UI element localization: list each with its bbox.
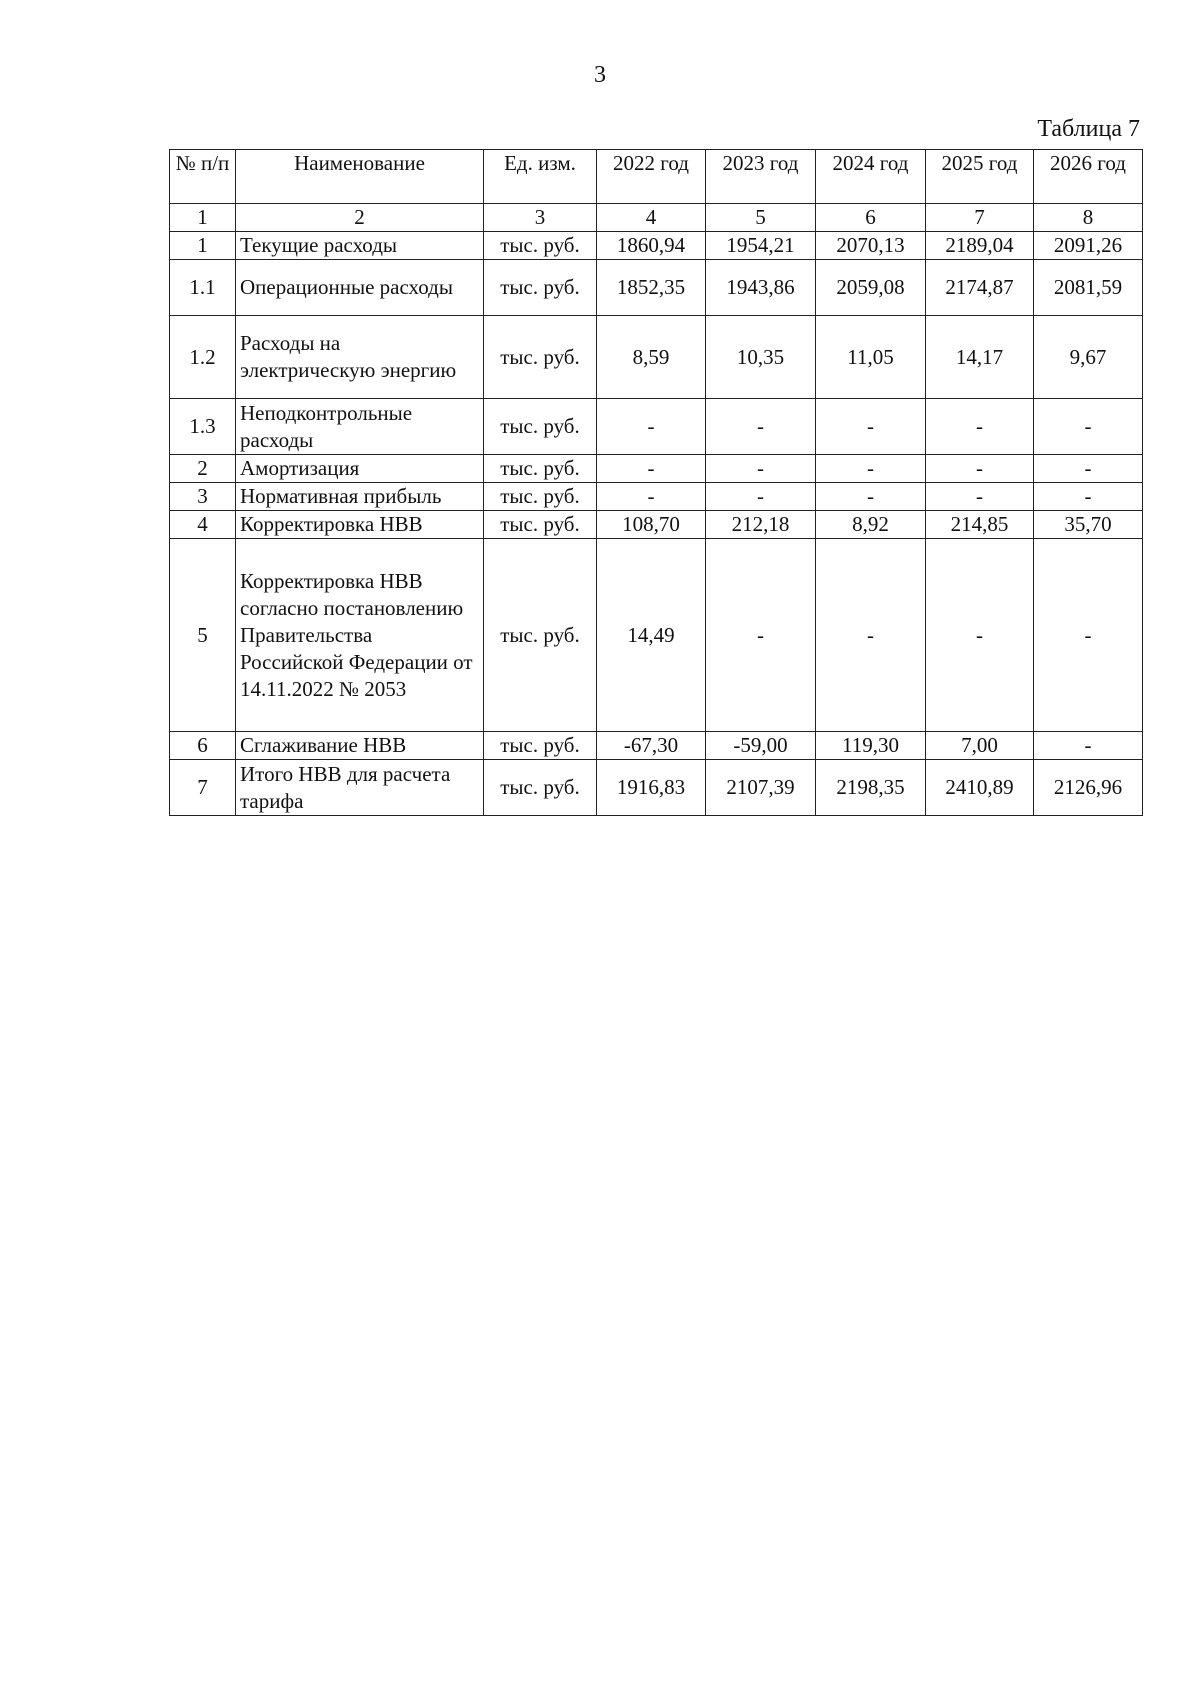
row-unit: тыс. руб.	[484, 399, 597, 455]
row-value: 2091,26	[1034, 232, 1143, 260]
row-value: 8,59	[597, 316, 706, 399]
row-value: -	[926, 455, 1034, 483]
row-value: -67,30	[597, 732, 706, 760]
row-value: 2198,35	[816, 760, 926, 816]
row-value: 2189,04	[926, 232, 1034, 260]
row-value: 1852,35	[597, 260, 706, 316]
row-number: 1.1	[170, 260, 236, 316]
table-row	[170, 483, 1143, 511]
row-value: -	[816, 399, 926, 455]
row-value: -	[926, 399, 1034, 455]
row-name: Сглаживание НВВ	[236, 732, 484, 760]
row-value: 2174,87	[926, 260, 1034, 316]
row-value: -	[1034, 399, 1143, 455]
row-value: 10,35	[706, 316, 816, 399]
row-value: -	[926, 539, 1034, 732]
row-unit: тыс. руб.	[484, 483, 597, 511]
row-unit: тыс. руб.	[484, 511, 597, 539]
column-index: 7	[926, 204, 1034, 232]
row-value: 2410,89	[926, 760, 1034, 816]
row-unit: тыс. руб.	[484, 232, 597, 260]
row-value: 2081,59	[1034, 260, 1143, 316]
column-index: 3	[484, 204, 597, 232]
row-name: Итого НВВ для расчета тарифа	[236, 760, 484, 816]
row-name: Неподконтрольные расходы	[236, 399, 484, 455]
column-index: 6	[816, 204, 926, 232]
row-number: 3	[170, 483, 236, 511]
row-value: 2070,13	[816, 232, 926, 260]
header-year-2025: 2025 год	[926, 150, 1034, 204]
header-year-2023: 2023 год	[706, 150, 816, 204]
table-row	[170, 260, 1143, 316]
row-name: Операционные расходы	[236, 260, 484, 316]
header-year-2022: 2022 год	[597, 150, 706, 204]
header-row	[170, 150, 1143, 204]
row-value: 11,05	[816, 316, 926, 399]
row-number: 7	[170, 760, 236, 816]
tariff-table	[169, 149, 1143, 816]
row-value: 2059,08	[816, 260, 926, 316]
table-row	[170, 399, 1143, 455]
row-name: Корректировка НВВ	[236, 511, 484, 539]
header-year-2026: 2026 год	[1034, 150, 1143, 204]
column-index: 4	[597, 204, 706, 232]
table-row	[170, 539, 1143, 732]
row-value: 212,18	[706, 511, 816, 539]
row-unit: тыс. руб.	[484, 760, 597, 816]
row-value: -	[597, 483, 706, 511]
row-value: -	[706, 483, 816, 511]
row-value: 1916,83	[597, 760, 706, 816]
table-row	[170, 232, 1143, 260]
column-index: 2	[236, 204, 484, 232]
row-number: 1	[170, 232, 236, 260]
row-value: -	[1034, 539, 1143, 732]
table-row	[170, 455, 1143, 483]
column-index-row	[170, 204, 1143, 232]
column-index: 1	[170, 204, 236, 232]
row-value: 2126,96	[1034, 760, 1143, 816]
column-index: 5	[706, 204, 816, 232]
row-value: 108,70	[597, 511, 706, 539]
row-value: -	[816, 455, 926, 483]
row-value: 35,70	[1034, 511, 1143, 539]
row-name: Текущие расходы	[236, 232, 484, 260]
row-number: 5	[170, 539, 236, 732]
row-value: 2107,39	[706, 760, 816, 816]
table-caption: Таблица 7	[1037, 116, 1140, 142]
header-num: № п/п	[170, 150, 236, 204]
row-value: 214,85	[926, 511, 1034, 539]
row-value: 8,92	[816, 511, 926, 539]
row-value: 1860,94	[597, 232, 706, 260]
page-number: 3	[594, 62, 606, 88]
table-row	[170, 760, 1143, 816]
row-value: 1943,86	[706, 260, 816, 316]
row-name: Корректировка НВВ согласно постановлению Правительства Российской Федерации от 14.11.2022 № 2053	[236, 539, 484, 732]
row-value: -	[816, 483, 926, 511]
row-number: 1.3	[170, 399, 236, 455]
row-name: Нормативная прибыль	[236, 483, 484, 511]
row-value: -	[706, 399, 816, 455]
row-value: -	[706, 539, 816, 732]
row-unit: тыс. руб.	[484, 732, 597, 760]
row-value: -	[1034, 732, 1143, 760]
row-value: -	[597, 455, 706, 483]
row-value: -	[1034, 455, 1143, 483]
row-unit: тыс. руб.	[484, 455, 597, 483]
row-value: -	[1034, 483, 1143, 511]
table-row	[170, 511, 1143, 539]
row-number: 2	[170, 455, 236, 483]
row-name: Расходы на электрическую энергию	[236, 316, 484, 399]
row-number: 1.2	[170, 316, 236, 399]
row-value: 7,00	[926, 732, 1034, 760]
row-value: -	[597, 399, 706, 455]
row-value: 14,17	[926, 316, 1034, 399]
table-row	[170, 316, 1143, 399]
row-unit: тыс. руб.	[484, 539, 597, 732]
row-unit: тыс. руб.	[484, 260, 597, 316]
header-unit: Ед. изм.	[484, 150, 597, 204]
row-value: 119,30	[816, 732, 926, 760]
row-number: 4	[170, 511, 236, 539]
row-number: 6	[170, 732, 236, 760]
row-value: 1954,21	[706, 232, 816, 260]
column-index: 8	[1034, 204, 1143, 232]
row-value: -	[926, 483, 1034, 511]
row-name: Амортизация	[236, 455, 484, 483]
row-value: -	[816, 539, 926, 732]
row-value: 14,49	[597, 539, 706, 732]
row-value: -59,00	[706, 732, 816, 760]
row-value: -	[706, 455, 816, 483]
row-value: 9,67	[1034, 316, 1143, 399]
header-year-2024: 2024 год	[816, 150, 926, 204]
table-row	[170, 732, 1143, 760]
row-unit: тыс. руб.	[484, 316, 597, 399]
header-name: Наименование	[236, 150, 484, 204]
